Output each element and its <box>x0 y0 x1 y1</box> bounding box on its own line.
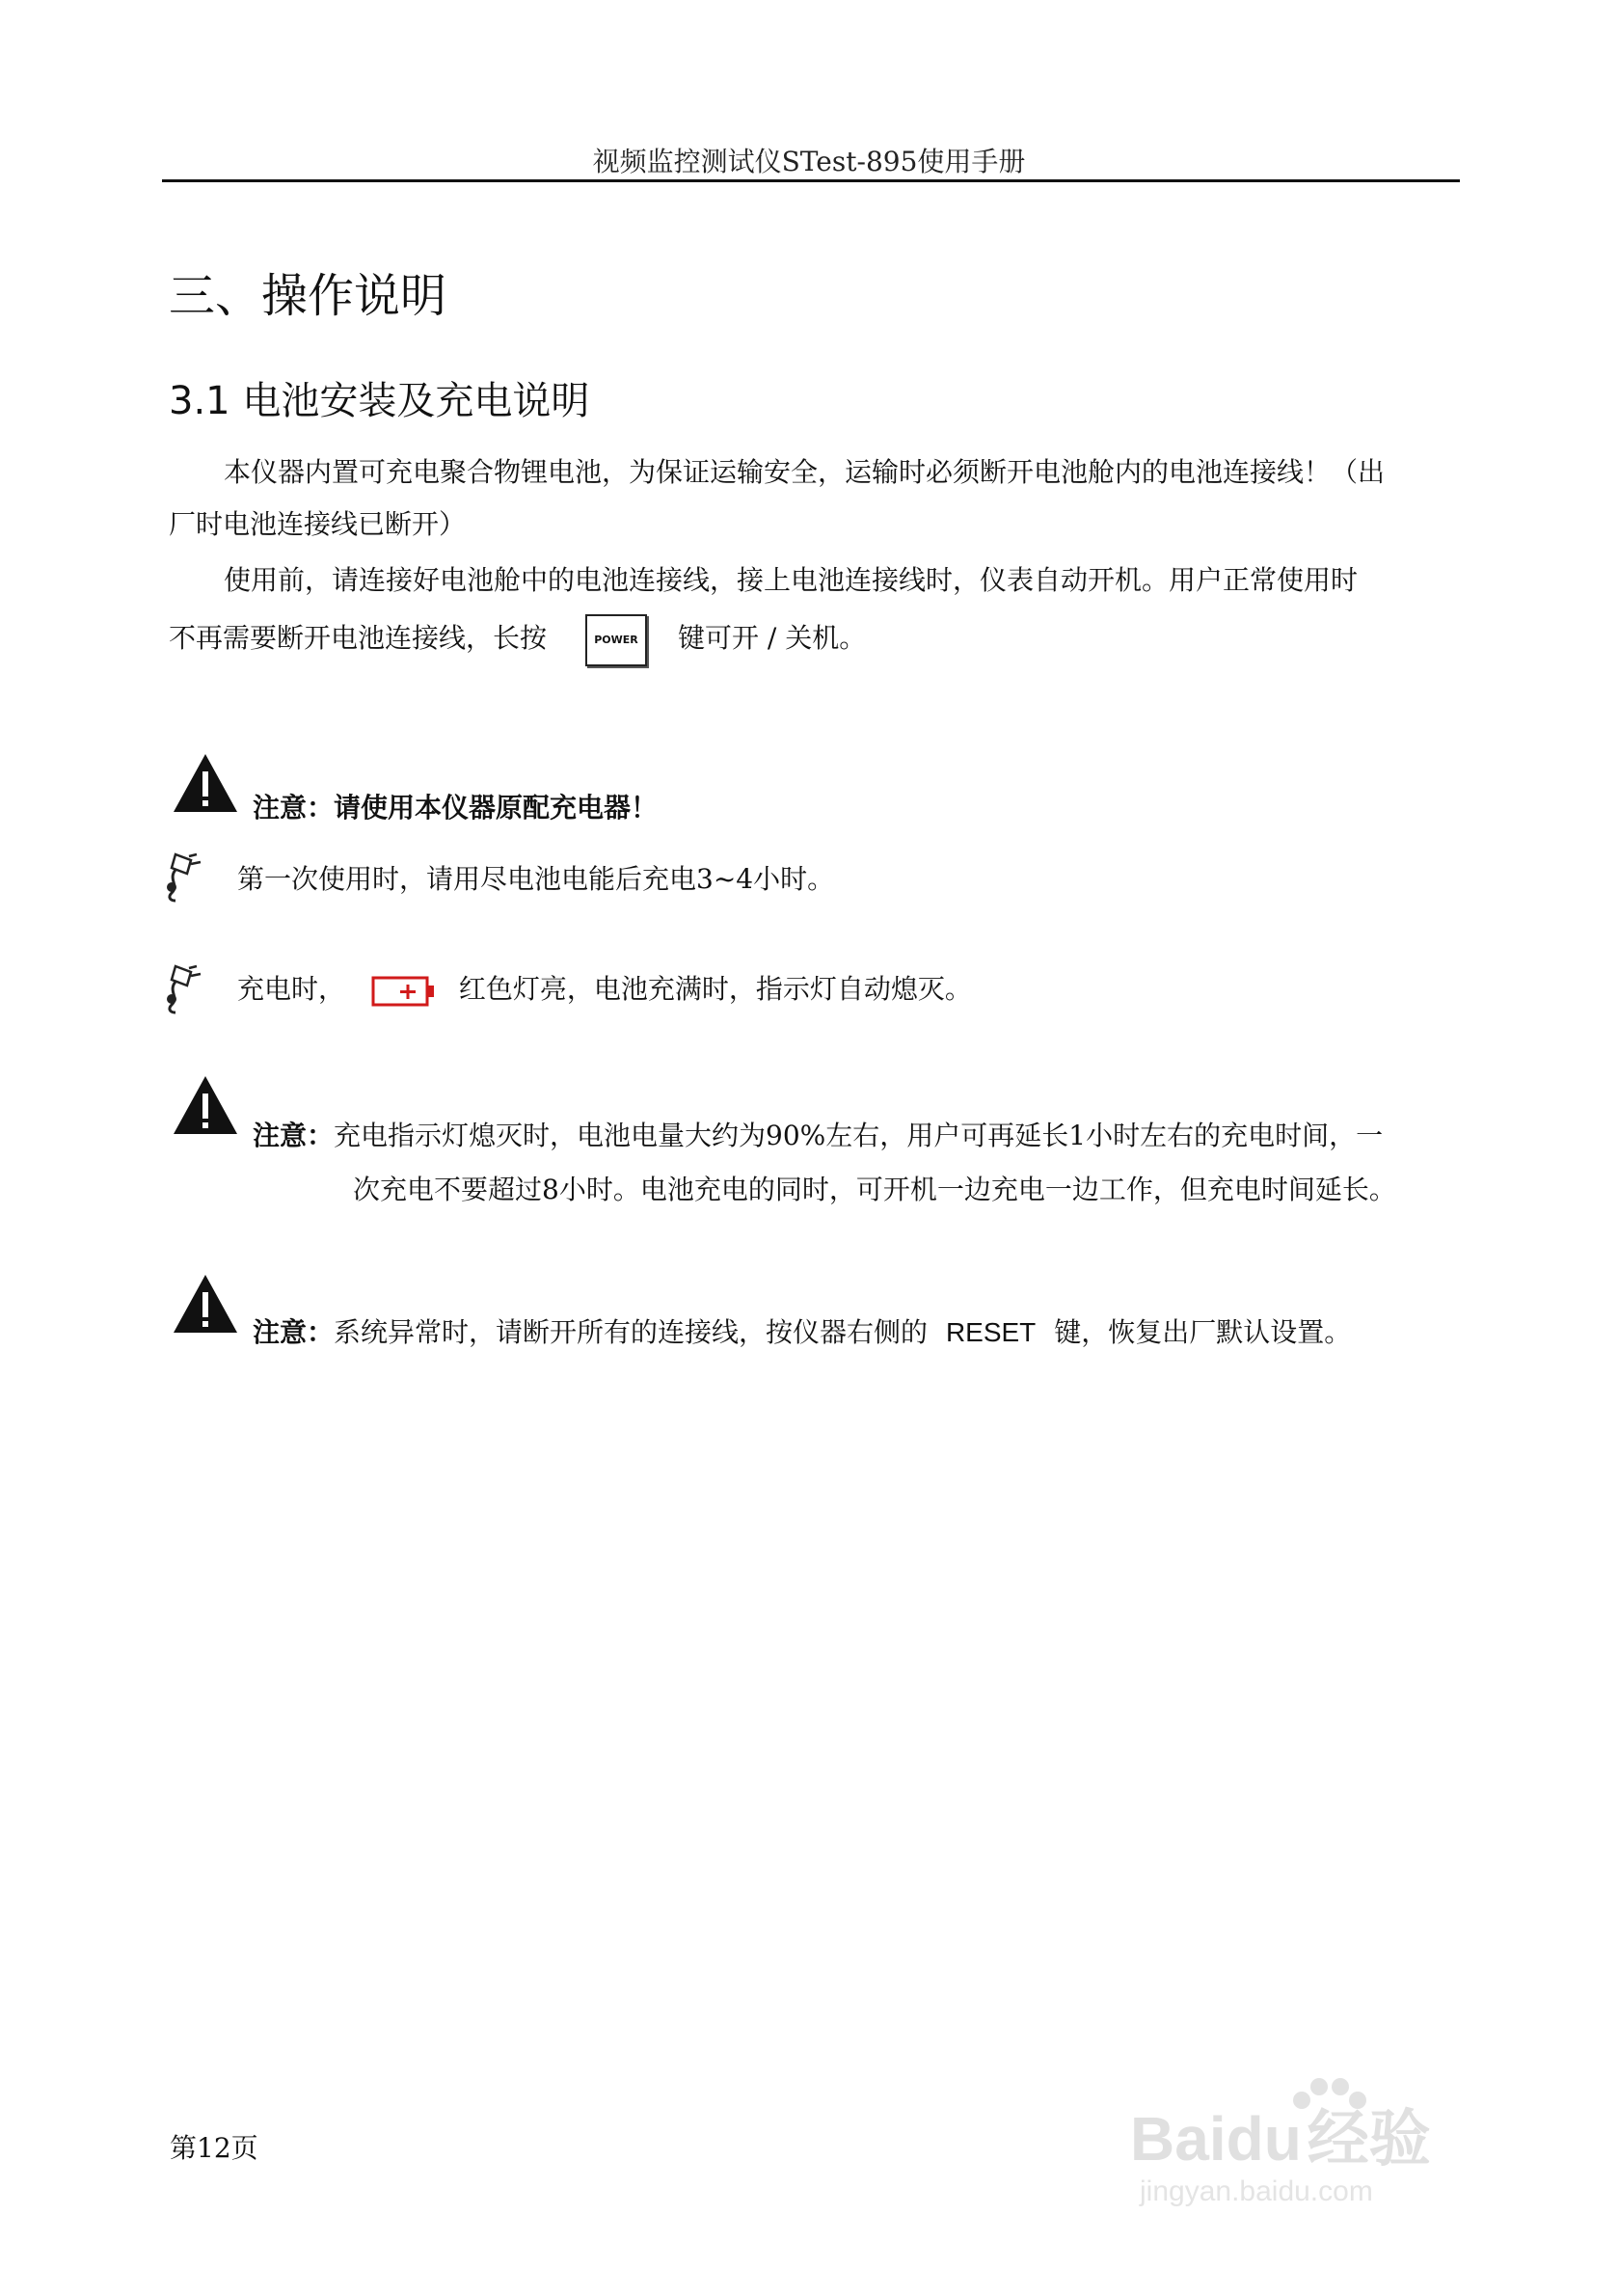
paragraph-2-text-after: 键可开 / 关机。 <box>678 622 867 654</box>
header-divider <box>162 179 1460 182</box>
charger-plug-icon <box>162 964 210 1014</box>
note-2-label: 注意： <box>253 1120 335 1151</box>
watermark-url: jingyan.baidu.com <box>1140 2175 1373 2207</box>
battery-charge-icon <box>371 975 437 1008</box>
paragraph-1-line-2: 厂时电池连接线已断开） <box>169 508 467 540</box>
note-1-text: 请使用本仪器原配充电器！ <box>334 792 659 824</box>
tip-2 <box>237 968 972 1008</box>
section-title: 3.1 电池安装及充电说明 <box>169 379 590 423</box>
baidu-watermark <box>1120 2044 1525 2208</box>
warning-icon <box>172 752 239 814</box>
tip-1: 第一次使用时，请用尽电池电能后充电3~4小时。 <box>237 863 835 895</box>
note-2-line-2: 次充电不要超过8小时。电池充电的同时，可开机一边充电一边工作，但充电时间延长。 <box>353 1174 1396 1205</box>
reset-key-label: RESET <box>945 1317 1037 1347</box>
note-3-text-before: 系统异常时，请断开所有的连接线，按仪器右侧的 <box>334 1316 929 1348</box>
warning-icon <box>172 1273 239 1335</box>
note-3-label: 注意： <box>253 1316 335 1348</box>
header-title: 视频监控测试仪STest-895使用手册 <box>592 146 1026 177</box>
watermark-brand-cn: 经验 <box>1307 2104 1431 2174</box>
warning-icon <box>172 1074 239 1136</box>
note-2-text-line-1: 充电指示灯熄灭时，电池电量大约为90%左右，用户可再延长1小时左右的充电时间，一 <box>334 1120 1384 1151</box>
paragraph-1-line-1: 本仪器内置可充电聚合物锂电池，为保证运输安全，运输时必须断开电池舱内的电池连接线！（出 <box>224 456 1386 488</box>
note-1-label: 注意： <box>253 792 335 824</box>
watermark-brand-du: du <box>1226 2104 1302 2174</box>
tip-2-text-after: 红色灯亮，电池充满时，指示灯自动熄灭。 <box>458 973 972 1005</box>
watermark-brand: Bai <box>1130 2104 1227 2174</box>
note-2-line-1 <box>253 1115 1383 1153</box>
tip-2-text-before: 充电时， <box>237 973 346 1005</box>
note-1 <box>253 787 658 825</box>
paragraph-2-line-1: 使用前，请连接好电池舱中的电池连接线，接上电池连接线时，仪表自动开机。用户正常使用时 <box>224 564 1359 596</box>
svg-text:Baidu经验 <box>1130 2104 1431 2174</box>
charger-plug-icon <box>162 852 210 903</box>
note-3 <box>253 1311 1351 1350</box>
paragraph-2-line-2 <box>169 611 866 666</box>
paragraph-2-text-before: 不再需要断开电池连接线，长按 <box>169 622 548 654</box>
chapter-title: 三、操作说明 <box>169 269 447 323</box>
page-number: 第12页 <box>170 2132 258 2164</box>
power-key-icon: POWER <box>585 614 647 666</box>
note-3-text-after: 键，恢复出厂默认设置。 <box>1054 1316 1352 1348</box>
